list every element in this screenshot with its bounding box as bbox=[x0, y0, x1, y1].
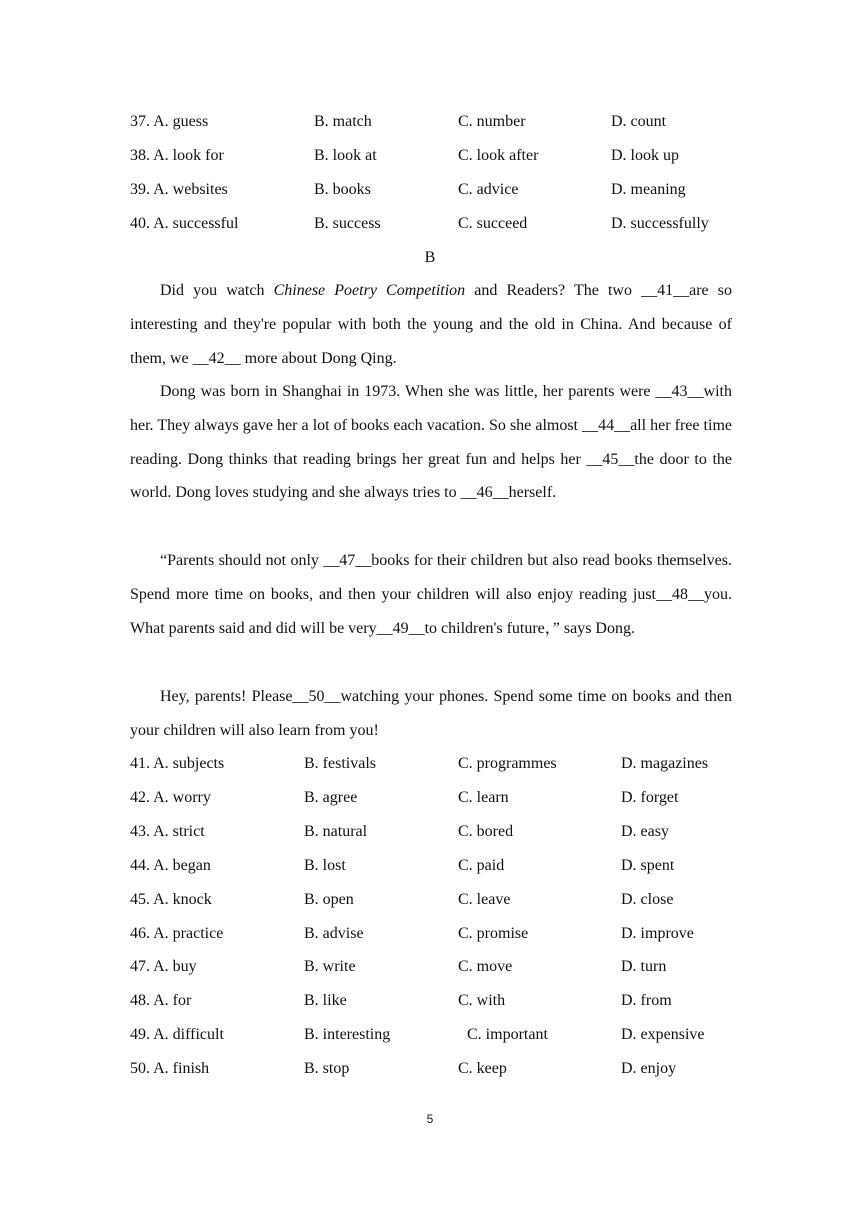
option-c: C. leave bbox=[458, 891, 511, 908]
option-c: C. succeed bbox=[458, 215, 528, 232]
option-c: C. keep bbox=[458, 1060, 507, 1077]
option-b: B. agree bbox=[304, 789, 358, 806]
option-b: B. natural bbox=[304, 823, 368, 840]
passage-paragraph-4: Hey, parents! Please__50__watching your phones. Spend some time on books and then your children will also learn from you! bbox=[130, 688, 732, 739]
option-d: D. successfully bbox=[611, 215, 709, 232]
option-a: 40. A. successful bbox=[130, 215, 239, 232]
option-d: D. meaning bbox=[611, 181, 686, 198]
option-d: D. from bbox=[621, 992, 672, 1009]
option-c: C. paid bbox=[458, 857, 505, 874]
option-c: C. programmes bbox=[458, 755, 557, 772]
option-row-45 bbox=[130, 888, 732, 912]
option-d: D. magazines bbox=[621, 755, 709, 772]
option-row-48 bbox=[130, 989, 732, 1013]
option-b: B. lost bbox=[304, 857, 346, 874]
option-a: 38. A. look for bbox=[130, 147, 224, 164]
option-b: B. books bbox=[314, 181, 371, 198]
option-row-47 bbox=[130, 955, 732, 979]
option-row-50 bbox=[130, 1057, 732, 1081]
passage-paragraph-2: Dong was born in Shanghai in 1973. When she was little, her parents were __43__with her. They always gave her a lot of books each vacation. So she almost __44__all her free time reading. Dong thinks that reading brings her great fun and helps her __45__the door to the world. Dong loves studying and she always tries to __46__herself. bbox=[130, 383, 732, 502]
option-b: B. advise bbox=[304, 925, 364, 942]
option-c: C. promise bbox=[458, 925, 529, 942]
option-c: C. number bbox=[458, 113, 526, 130]
option-d: D. close bbox=[621, 891, 674, 908]
option-b: B. like bbox=[304, 992, 347, 1009]
page-number: 5 bbox=[426, 1112, 434, 1126]
option-c: C. look after bbox=[458, 147, 539, 164]
option-row-41 bbox=[130, 752, 732, 776]
option-row-44 bbox=[130, 854, 732, 878]
option-c: C. advice bbox=[458, 181, 519, 198]
option-b: B. interesting bbox=[304, 1026, 391, 1043]
option-d: D. easy bbox=[621, 823, 669, 840]
option-a: 47. A. buy bbox=[130, 958, 197, 975]
option-b: B. success bbox=[314, 215, 381, 232]
option-d: D. spent bbox=[621, 857, 675, 874]
option-a: 39. A. websites bbox=[130, 181, 228, 198]
option-b: B. festivals bbox=[304, 755, 376, 772]
option-a: 43. A. strict bbox=[130, 823, 205, 840]
option-row-40 bbox=[130, 212, 732, 236]
option-b: B. write bbox=[304, 958, 356, 975]
passage-paragraph-1 bbox=[130, 274, 732, 375]
option-row-42 bbox=[130, 786, 732, 810]
option-b: B. open bbox=[304, 891, 354, 908]
option-c: C. move bbox=[458, 958, 513, 975]
option-a: 44. A. began bbox=[130, 857, 211, 874]
option-d: D. look up bbox=[611, 147, 679, 164]
option-d: D. turn bbox=[621, 958, 667, 975]
option-a: 42. A. worry bbox=[130, 789, 211, 806]
option-a: 48. A. for bbox=[130, 992, 192, 1009]
option-d: D. expensive bbox=[621, 1026, 705, 1043]
option-a: 49. A. difficult bbox=[130, 1026, 224, 1043]
option-c: C. with bbox=[458, 992, 506, 1009]
option-a: 46. A. practice bbox=[130, 925, 224, 942]
p1-italic-title: Chinese Poetry Competition bbox=[273, 282, 466, 299]
option-row-38 bbox=[130, 144, 732, 168]
section-heading: B bbox=[424, 249, 436, 266]
passage-paragraph-3: “Parents should not only __47__books for their children but also read books themselves. Spend more time on books, and then your children will also enjoy reading just__48__you. What parents said and did will be very__49__to children's future，” says Dong. bbox=[130, 552, 732, 637]
option-row-39 bbox=[130, 178, 732, 202]
option-d: D. count bbox=[611, 113, 667, 130]
option-d: D. improve bbox=[621, 925, 694, 942]
option-row-46 bbox=[130, 922, 732, 946]
option-a: 41. A. subjects bbox=[130, 755, 225, 772]
option-c: C. bored bbox=[458, 823, 514, 840]
option-c: C. learn bbox=[458, 789, 509, 806]
p1-text-a: Did you watch bbox=[160, 282, 274, 299]
option-a: 50. A. finish bbox=[130, 1060, 210, 1077]
option-a: 37. A. guess bbox=[130, 113, 209, 130]
option-b: B. look at bbox=[314, 147, 377, 164]
option-c: C. important bbox=[467, 1026, 548, 1043]
option-d: D. enjoy bbox=[621, 1060, 677, 1077]
option-row-43 bbox=[130, 820, 732, 844]
option-b: B. match bbox=[314, 113, 372, 130]
p1-text-b: and Readers? The two __41__are so interesting and they're popular with both the young and the old in China. And because of them, we __42__ more about Dong Qing. bbox=[130, 282, 733, 367]
option-d: D. forget bbox=[621, 789, 679, 806]
option-row-49 bbox=[130, 1023, 732, 1047]
option-b: B. stop bbox=[304, 1060, 350, 1077]
option-a: 45. A. knock bbox=[130, 891, 212, 908]
option-row-37 bbox=[130, 110, 732, 134]
